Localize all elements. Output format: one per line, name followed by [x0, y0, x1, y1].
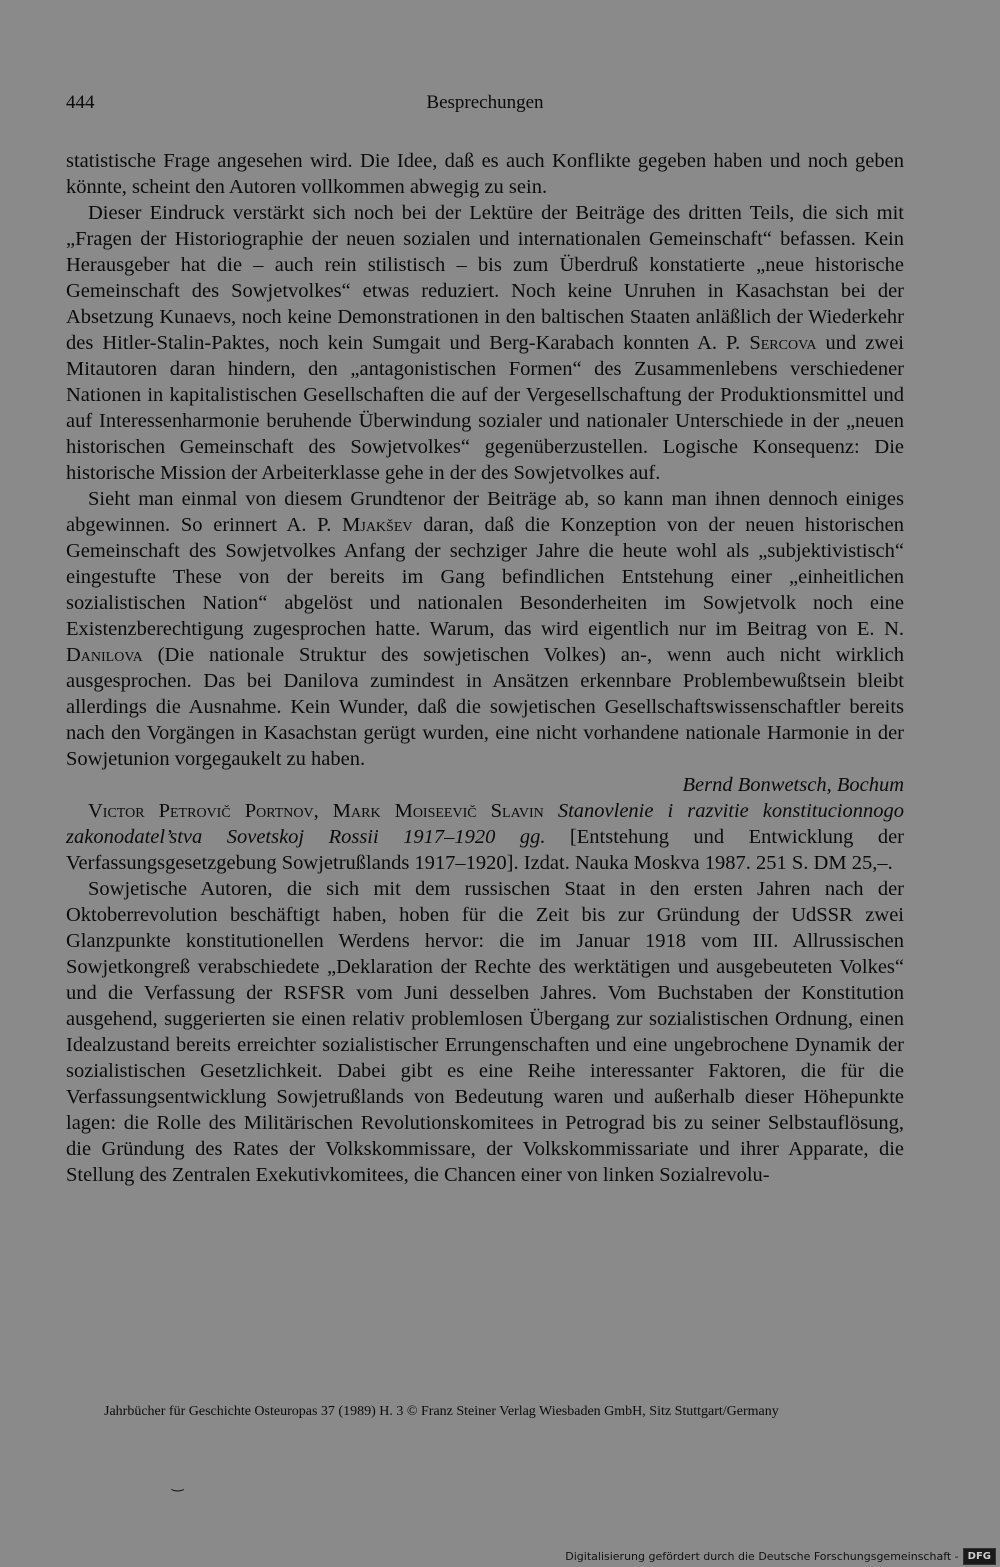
journal-footer: Jahrbücher für Geschichte Osteuropas 37 (1989) H. 3 © Franz Steiner Verlag Wiesbaden GmbH, Sitz Stuttgart/Germany: [104, 1404, 779, 1419]
review1-paragraph-1: statistische Frage angesehen wird. Die Idee, daß es auch Konflikte gegeben haben und noch geben könnte, scheint den Autoren vollkommen abwegig zu sein.: [66, 150, 904, 198]
author-name: Sercova: [749, 332, 817, 354]
body-text: [66, 148, 904, 1188]
review1-paragraph-2: [66, 200, 904, 486]
text-run: Dieser Eindruck verstärkt sich noch bei der Lektüre der Beiträge des dritten Teils, die sich mit „Fragen der Historiographie der neuen sozialen und internationalen Gemeinschaft“ befassen. Kein Herausgeber hat die – auch rein stilistisch – bis zum Überdruß konstatierte „neue historische Gemeinschaft des Sowjetvolkes“ etwas reduziert. Noch keine Unruhen in Kasachstan bei der Absetzung Kunaevs, noch keine Demonstrationen in den baltischen Staaten anläßlich der Wiederkehr des Hitler-Stalin-Paktes, noch kein Sumgait und Berg-Karabach konnten A. P.: [66, 202, 904, 354]
page-header: [66, 92, 904, 122]
text-run: (Die nationale Struktur des sowjetischen Volkes) an-, wenn auch nicht wirklich ausgesprochen. Das bei Danilova zumindest in Ansätzen erkennbare Problembewußtsein bleibt allerdings die Ausnahme. Kein Wunder, daß die sowjetischen Gesellschaftswissenschaftler bereits nach den Vorgängen in Kasachstan gerügt wurden, eine nicht vorhandene nationale Harmonie in der Sowjetunion vorgegaukelt zu haben.: [66, 644, 904, 770]
page-number: 444: [66, 92, 95, 113]
bibliographic-entry: [66, 798, 904, 876]
running-head: Besprechungen: [426, 92, 544, 113]
author-name: Danilova: [66, 644, 143, 666]
book-details: [Entstehung und Entwicklung der Verfassungsgesetzgebung Sowjetrußlands 1917–1920]. Izdat. Nauka Moskva 1987. 251 S. DM 25,–.: [66, 826, 905, 874]
digitization-notice: Digitalisierung gefördert durch die Deutsche Forschungsgemeinschaft -: [565, 1549, 959, 1563]
review2-paragraph-1: Sowjetische Autoren, die sich mit dem russischen Staat in den ersten Jahren nach der Oktoberrevolution beschäftigt haben, hoben für die Zeit bis zur Gründung der UdSSR zwei Glanzpunkte konstitutionellen Werdens hervor: die im Januar 1918 vom III. Allrussischen Sowjetkongreß verabschiedete „Deklaration der Rechte des werktätigen und ausgebeuteten Volkes“ und die Verfassung der RSFSR vom Juni desselben Jahres. Vom Buchstaben der Konstitution ausgehend, suggerierten sie einen relativ problemlosen Übergang zur sozialistischen Ordnung, einen Idealzustand bereits erreichter sozialistischer Errungenschaften und eine ungebrochene Dynamik der sozialistischen Gesetzlichkeit. Dabei gibt es eine Reihe interessanter Faktoren, die für die Verfassungsentwicklung Sowjetrußlands von Bedeutung waren und außerhalb dieser Höhepunkte lagen: die Rolle des Militärischen Revolutionskomitees in Petrograd bis zu seiner Selbstauflösung, die Gründung des Rates der Volkskommissare, der Volkskommissariate und ihrer Apparate, die Stellung des Zentralen Exekutivkomitees, die Chancen einer von linken Sozialrevolu-: [66, 878, 904, 1186]
text-run: Sieht man einmal von diesem Grundtenor der Beiträge ab, so kann man ihnen dennoch einiges abgewinnen. So erinnert A. P.: [66, 488, 904, 536]
text-run: und zwei Mitautoren daran hindern, den „antagonistischen Formen“ des Zusammenlebens verschiedener Nationen in kapitalistischen Gesellschaften die auf der Vergesellschaftung der Produktionsmittel und auf Interessenharmonie beruhende Überwindung sozialer und nationaler Unterschiede in der „neuen historischen Gemeinschaft des Sowjetvolkes“ gegenüberzustellen. Logische Konsequenz: Die historische Mission der Arbeiterklasse gehe in der des Sowjetvolkes auf.: [66, 332, 904, 484]
text-run: daran, daß die Konzeption von der neuen historischen Gemeinschaft des Sowjetvolkes Anfang der sechziger Jahre die heute wohl als „subjektivistisch“ eingestufte These von der bereits im Gang befindlichen Entstehung einer „einheitlichen sozialistischen Nation“ abgelöst und nationalen Besonderheiten im Sowjetvolk noch eine Existenzberechtigung zugesprochen hatte. Warum, das wird eigentlich nur im Beitrag von E. N.: [66, 514, 904, 640]
dfg-logo: DFG: [963, 1548, 996, 1565]
author-name: Mjakšev: [342, 514, 413, 536]
reviewer-signature: Bernd Bonwetsch, Bochum: [682, 774, 904, 796]
digitization-notice-bar: [565, 1545, 996, 1567]
book-title: Stanovlenie i razvitie konstitucionnogo zakonodatel’stva Sovetskoj Rossii 1917–1920 gg.: [66, 800, 905, 848]
book-authors: Victor Petrovič Portnov, Mark Moiseevič Slavin: [88, 800, 544, 822]
review1-paragraph-3: [66, 486, 904, 772]
stray-mark: ‿: [172, 1477, 184, 1492]
